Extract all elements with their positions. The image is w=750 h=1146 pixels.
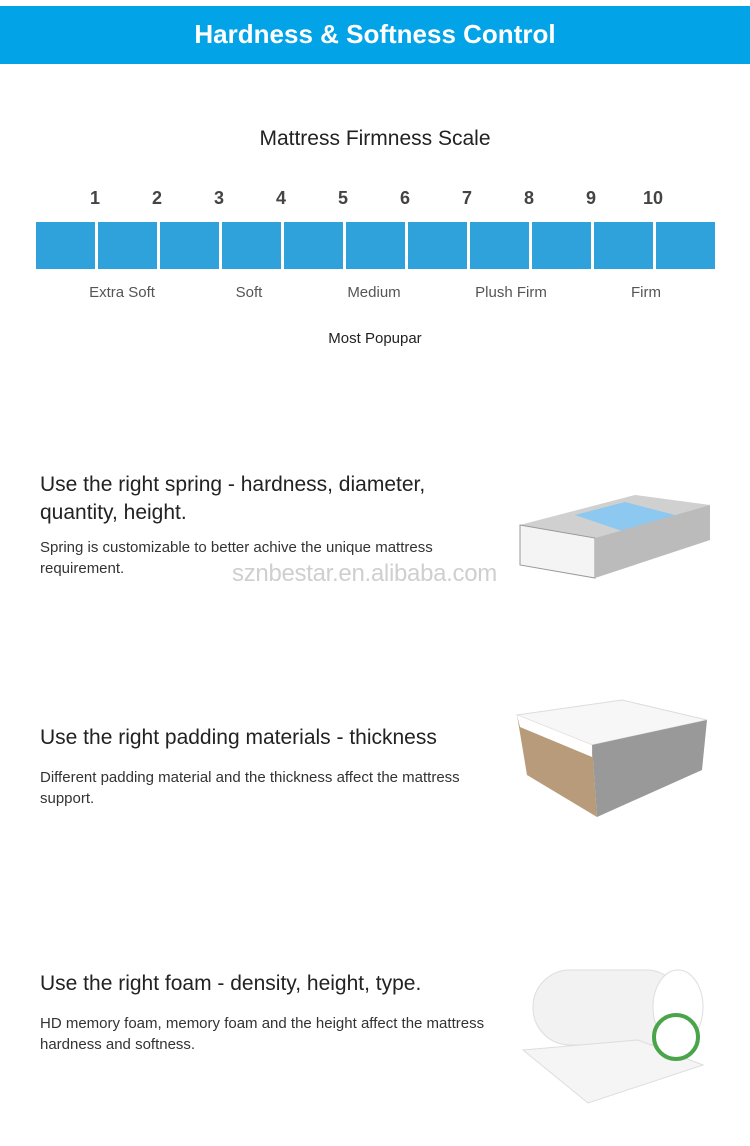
scale-number: 9: [585, 188, 596, 208]
scale-block: [160, 222, 219, 269]
scale-number: 2: [151, 188, 162, 208]
scale-number: 4: [275, 188, 286, 208]
pocket-spring-image: [505, 460, 715, 585]
foam-roll-image: [518, 925, 708, 1115]
scale-label: Plush Firm: [475, 284, 547, 301]
scale-block: [594, 222, 653, 269]
scale-number: 1: [89, 188, 100, 208]
most-popular-label: Most Popupar: [328, 330, 422, 347]
scale-block: [470, 222, 529, 269]
scale-number: 6: [399, 188, 410, 208]
scale-block: [98, 222, 157, 269]
scale-labels: [0, 284, 750, 306]
section-foam: [40, 970, 500, 1055]
scale-block: [222, 222, 281, 269]
scale-block: [284, 222, 343, 269]
scale-label: Firm: [631, 284, 661, 301]
section-text: Spring is customizable to better achive the unique mattress requirement.: [40, 539, 433, 577]
section-padding: [40, 724, 500, 809]
scale-label: Extra Soft: [89, 284, 155, 301]
page-header: Hardness & Softness Control: [0, 6, 750, 64]
scale-block: [532, 222, 591, 269]
section-title: Use the right padding materials - thickness: [40, 726, 437, 749]
section-text: HD memory foam, memory foam and the height affect the mattress hardness and softness.: [40, 1015, 485, 1053]
scale-block: [656, 222, 715, 269]
scale-block: [408, 222, 467, 269]
scale-number: 5: [337, 188, 348, 208]
scale-label: Medium: [347, 284, 401, 301]
scale-number: 10: [642, 188, 664, 208]
section-text: Different padding material and the thickness affect the mattress support.: [40, 769, 460, 807]
scale-number: 8: [523, 188, 534, 208]
watermark: sznbestar.en.alibaba.com: [232, 560, 497, 587]
scale-number: 7: [461, 188, 472, 208]
scale-title: Mattress Firmness Scale: [259, 127, 491, 150]
scale-block: [346, 222, 405, 269]
scale-number: 3: [213, 188, 224, 208]
mattress-layers-image: [512, 695, 712, 825]
section-title: Use the right foam - density, height, type.: [40, 972, 422, 995]
scale-block: [36, 222, 95, 269]
section-title: Use the right spring - hardness, diameter, quantity, height.: [40, 473, 426, 524]
scale-numbers: [0, 188, 750, 212]
firmness-blocks: [36, 222, 715, 269]
scale-label: Soft: [235, 284, 263, 301]
certipur-badge-icon: [654, 1015, 698, 1059]
